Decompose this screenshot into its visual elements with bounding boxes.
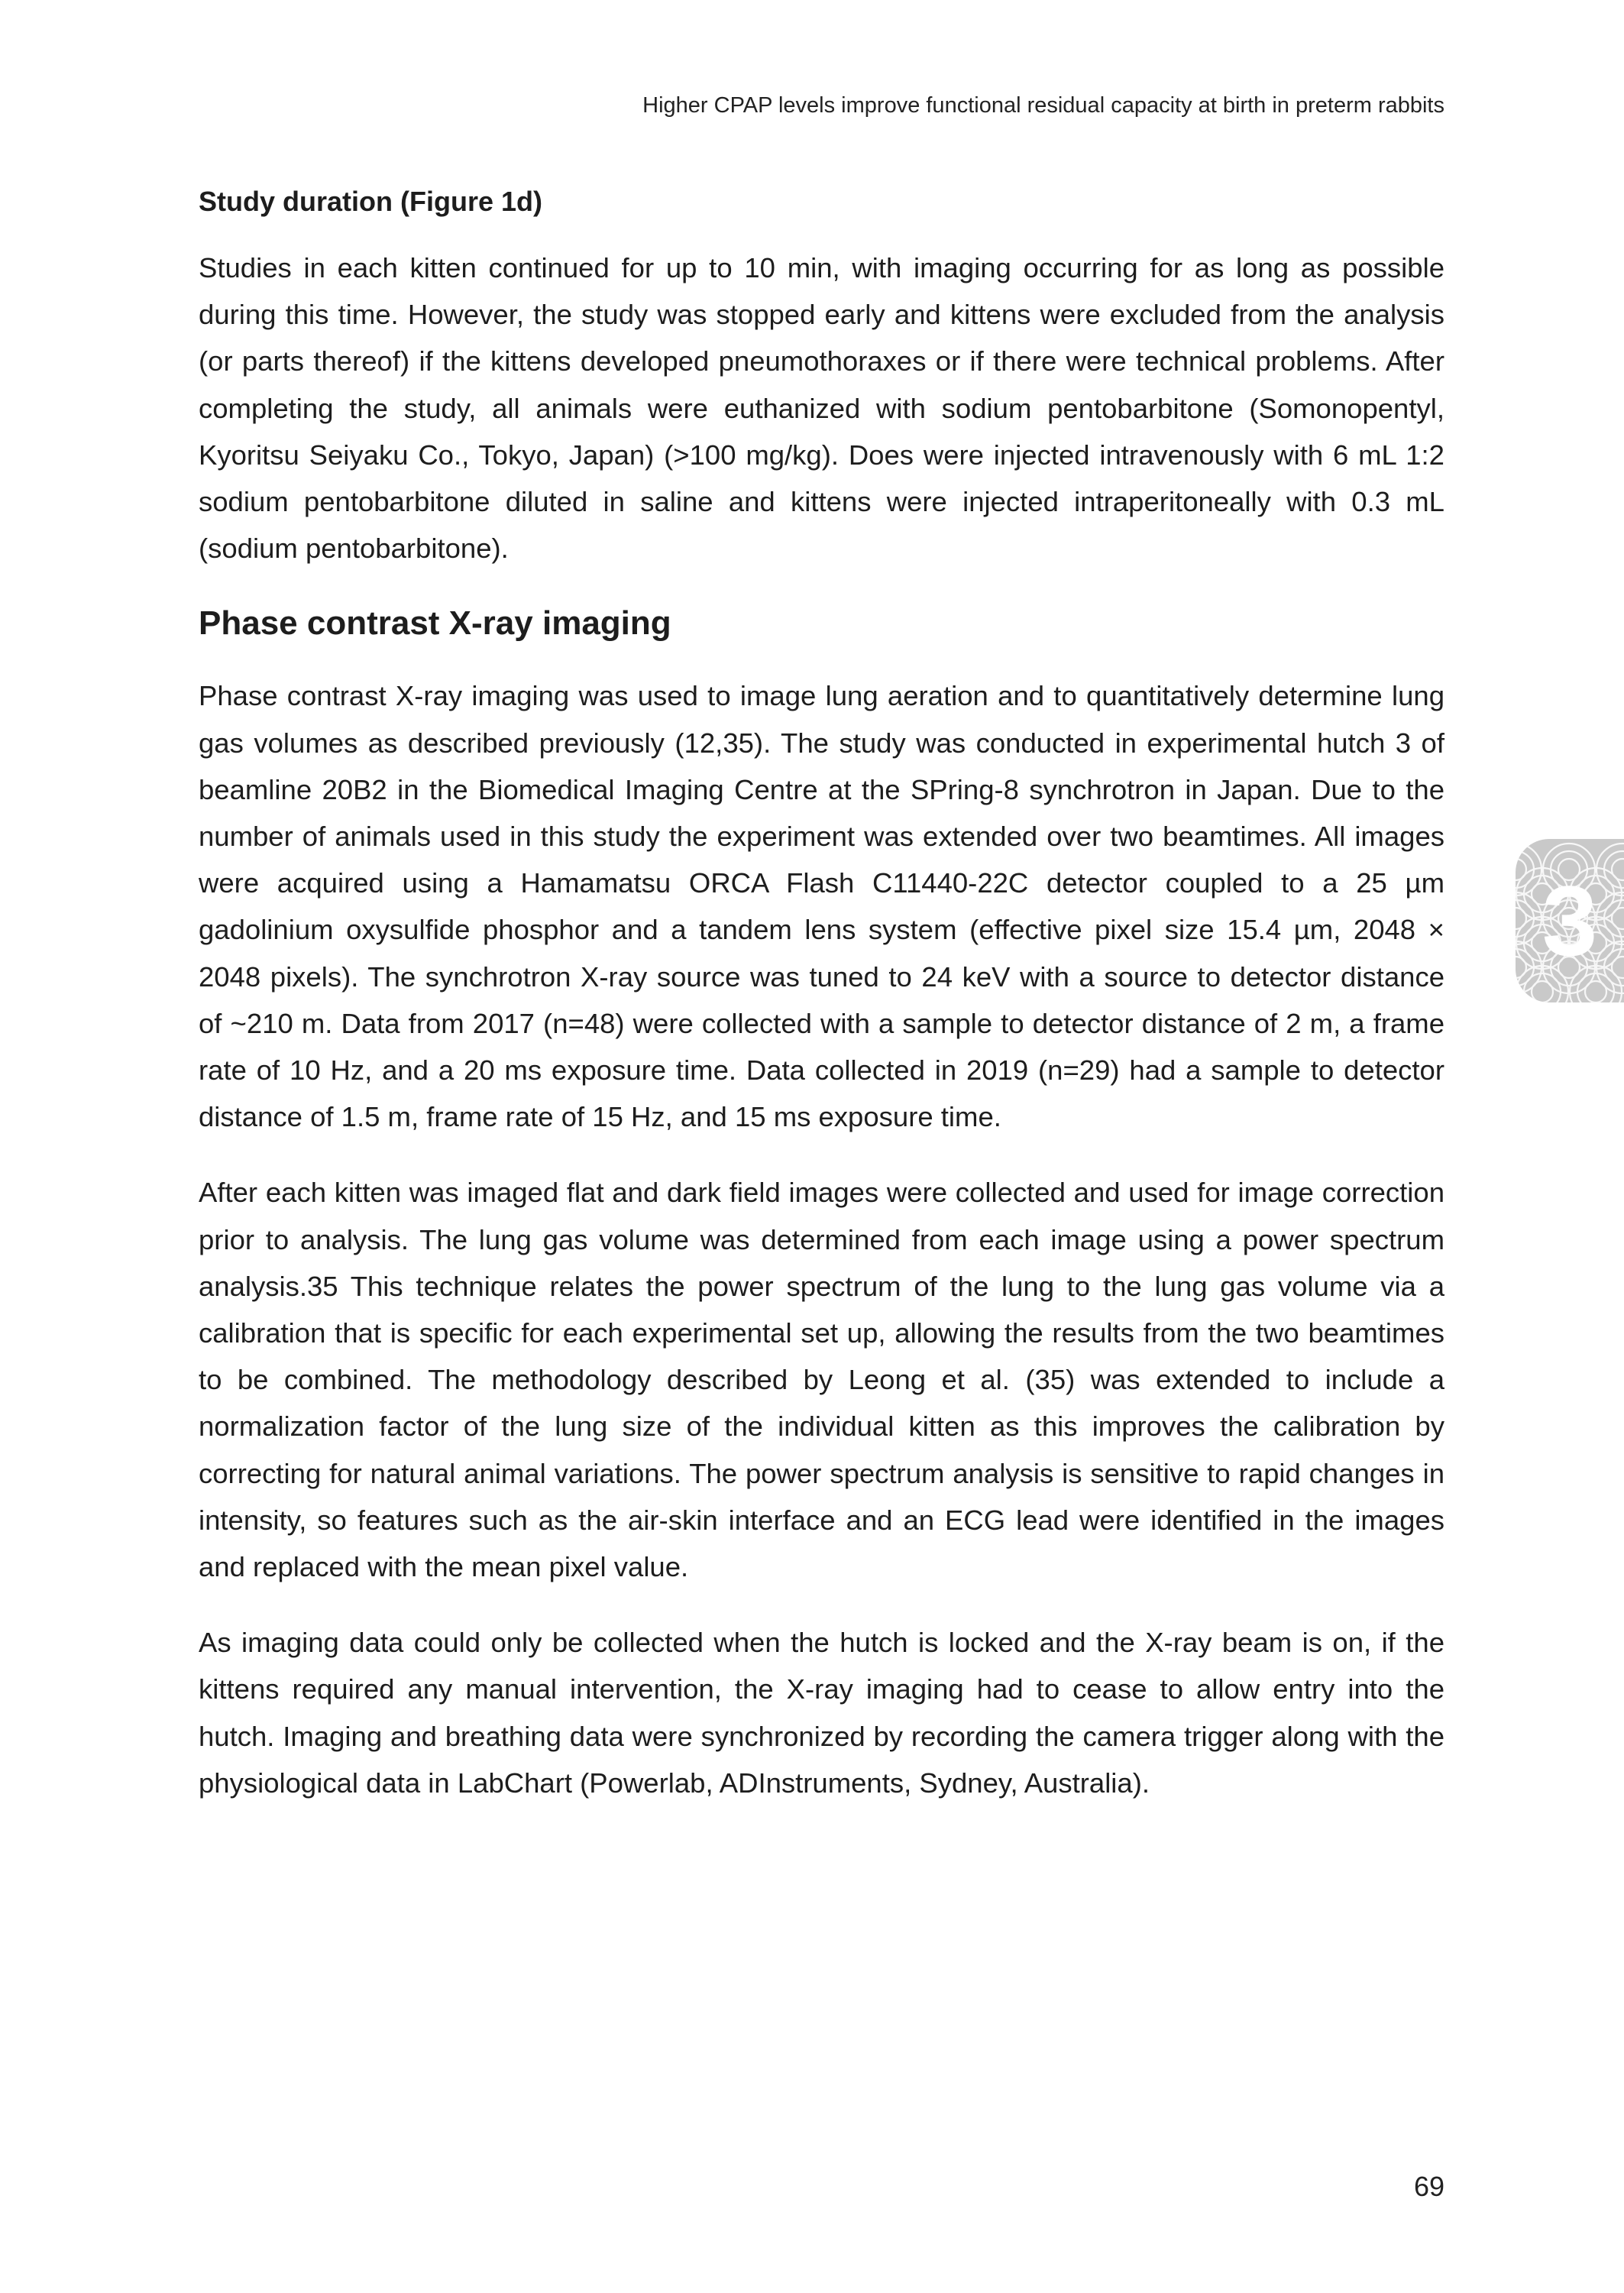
study-duration-paragraph: Studies in each kitten continued for up to 10 min, with imaging occurring for as long as possible during this time. However, the study was stopped early and kittens were excluded from the analysis (or parts thereof) if the kittens developed pneumothoraxes or if there were technical problems. After completing the study, all animals were euthanized with sodium pentobarbitone (Somonopentyl, Kyoritsu Seiyaku Co., Tokyo, Japan) (>100 mg/kg). Does were injected intravenously with 6 mL 1:2 sodium pentobarbitone diluted in saline and kittens were injected intraperitoneally with 0.3 mL (sodium pentobarbitone). [199, 252, 1444, 565]
running-header: Higher CPAP levels improve functional residual capacity at birth in preterm rabbits [642, 93, 1444, 118]
phase-contrast-paragraph-3: As imaging data could only be collected when the hutch is locked and the X-ray beam is on, if the kittens required any manual intervention, the X-ray imaging had to cease to allow entry into the hutch. Imaging and breathing data were synchronized by recording the camera trigger along with the physiological data in LabChart (Powerlab, ADInstruments, Sydney, Australia). [199, 1627, 1444, 1799]
page-number: 69 [1413, 2171, 1444, 2202]
phase-contrast-heading: Phase contrast X-ray imaging [199, 604, 671, 643]
chapter-tab [1516, 839, 1624, 1002]
phase-contrast-paragraph-2: After each kitten was imaged flat and dark field images were collected and used for image correction prior to analysis. The lung gas volume was determined from each image using a power spectrum analysis.35 This technique relates the power spectrum of the lung to the lung gas volume via a calibration that is specific for each experimental set up, allowing the results from the two beamtimes to be combined. The methodology described by Leong et al. (35) was extended to include a normalization factor of the lung size of the individual kitten as this improves the calibration by correcting for natural animal variations. The power spectrum analysis is sensitive to rapid changes in intensity, so features such as the air-skin interface and an ECG lead were identified in the images and replaced with the mean pixel value. [199, 1177, 1444, 1583]
study-duration-heading: Study duration (Figure 1d) [199, 186, 542, 217]
chapter-number: 3 [1542, 865, 1598, 976]
phase-contrast-paragraph-1: Phase contrast X-ray imaging was used to image lung aeration and to quantitatively determine lung gas volumes as described previously (12,35). The study was conducted in experimental hutch 3 of beamline 20B2 in the Biomedical Imaging Centre at the SPring-8 synchrotron in Japan. Due to the number of animals used in this study the experiment was extended over two beamtimes. All images were acquired using a Hamamatsu ORCA Flash C11440-22C detector coupled to a 25 µm gadolinium oxysulfide phosphor and a tandem lens system (effective pixel size 15.4 µm, 2048 × 2048 pixels). The synchrotron X-ray source was tuned to 24 keV with a source to detector distance of ~210 m. Data from 2017 (n=48) were collected with a sample to detector distance of 2 m, a frame rate of 10 Hz, and a 20 ms exposure time. Data collected in 2019 (n=29) had a sample to detector distance of 1.5 m, frame rate of 15 Hz, and 15 ms exposure time. [199, 680, 1444, 1133]
page-body [199, 183, 1444, 1835]
